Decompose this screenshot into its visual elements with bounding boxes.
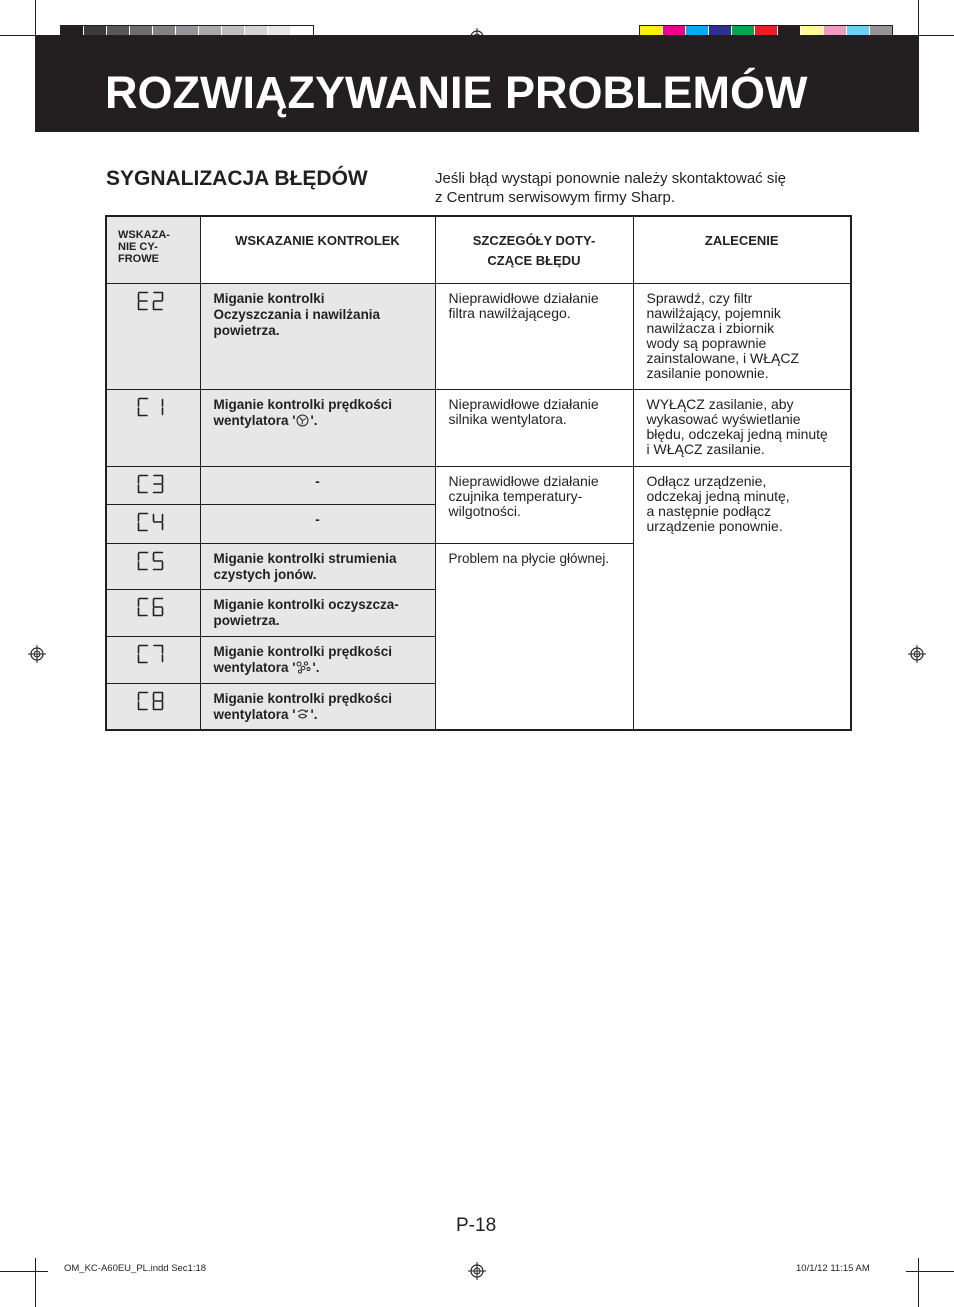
cell-line: błędu, odczekaj jedną minutę (646, 426, 828, 442)
registration-mark-icon (28, 645, 46, 663)
error-code-c6 (137, 597, 200, 617)
error-code-cell (106, 684, 200, 730)
remedy-cell (633, 467, 851, 730)
cell-line: zasilanie ponownie. (646, 365, 769, 381)
cell-line: Miganie kontrolki (213, 291, 325, 306)
segment-digit-5 (152, 551, 164, 571)
remedy-cell (633, 390, 851, 467)
error-code-cell (106, 590, 200, 637)
crop-mark (906, 1271, 954, 1272)
column-header-details (435, 216, 633, 284)
cell-line: zainstalowane, i WŁĄCZ (646, 350, 800, 366)
cell-line: Miganie kontrolki prędkości (213, 397, 393, 412)
column-header-code (106, 216, 200, 284)
page-title: ROZWIĄZYWANIE PROBLEMÓW (105, 67, 808, 118)
error-code-c3 (137, 474, 200, 494)
text-fragment: wentylatora ' (213, 660, 296, 675)
error-code-cell (106, 390, 200, 467)
cell-line (214, 413, 423, 429)
indicator-cell: - (200, 505, 435, 544)
details-cell (435, 544, 633, 730)
fan-speed-quiet-icon (296, 661, 311, 674)
indicator-cell (200, 590, 435, 637)
cell-line: Miganie kontrolki strumienia (213, 551, 397, 566)
cell-line: powietrza. (213, 613, 280, 628)
intro-line: Jeśli błąd wystąpi ponownie należy skontaktować się (435, 170, 787, 187)
error-table (105, 215, 852, 731)
cell-line: Oczyszczania i nawilżania (213, 307, 381, 322)
registration-mark-icon (468, 1262, 486, 1280)
segment-digit-c (137, 551, 149, 571)
indicator-cell: - (200, 467, 435, 505)
cell-line: czujnika temperatury- (448, 488, 583, 504)
column-header-indicator: WSKAZANIE KONTROLEK (200, 216, 435, 284)
table-row (106, 467, 851, 505)
error-code-c7 (137, 644, 200, 664)
cell-line: silnika wentylatora. (448, 411, 567, 427)
indicator-cell (200, 544, 435, 590)
intro-line: z Centrum serwisowym firmy Sharp. (435, 189, 676, 206)
text-fragment: '. (310, 707, 318, 722)
fan-speed-pollen-icon (296, 708, 309, 721)
text-fragment: '. (310, 413, 318, 428)
segment-digit-6 (152, 597, 164, 617)
table-row (106, 390, 851, 467)
page-number: P-18 (456, 1215, 497, 1236)
segment-digit-1 (152, 397, 164, 417)
text-fragment: '. (312, 660, 320, 675)
cell-line: a następnie podłącz (646, 503, 772, 519)
cell-line: wykasować wyświetlanie (646, 411, 801, 427)
column-header-remedy: ZALECENIE (633, 216, 851, 284)
cell-line (214, 660, 423, 676)
cell-line: czystych jonów. (213, 567, 317, 582)
error-code-cell (106, 284, 200, 390)
header-line: CZĄCE BŁĘDU (487, 253, 581, 268)
segment-digit-3 (152, 474, 164, 494)
details-cell (435, 284, 633, 390)
details-cell (435, 467, 633, 544)
fan-speed-auto-icon (296, 414, 309, 427)
cell-line: Nieprawidłowe działanie (448, 290, 599, 306)
header-line: SZCZEGÓŁY DOTY- (472, 233, 596, 248)
error-code-c1 (137, 397, 200, 417)
remedy-cell (633, 284, 851, 390)
error-code-cell (106, 544, 200, 590)
header-line: WSKAZA- (118, 229, 170, 241)
cell-line: urządzenie ponownie. (646, 518, 783, 534)
cell-line (214, 707, 423, 723)
cell-line: Problem na płycie głównej. (448, 551, 610, 566)
indicator-cell (200, 684, 435, 730)
cell-line: wody są poprawnie (646, 335, 767, 351)
segment-digit-c (137, 597, 149, 617)
registration-mark-icon (908, 645, 926, 663)
segment-digit-c (137, 512, 149, 532)
error-code-cell (106, 637, 200, 684)
cell-line: Nieprawidłowe działanie (448, 473, 599, 489)
crop-mark (0, 1271, 48, 1272)
indicator-cell (200, 637, 435, 684)
print-date: 10/1/12 11:15 AM (796, 1263, 870, 1274)
crop-mark (35, 1258, 36, 1307)
intro-text (435, 169, 855, 207)
cell-line: nawilżający, pojemnik (646, 305, 781, 321)
error-code-c8 (137, 691, 200, 711)
text-fragment: wentylatora ' (213, 413, 296, 428)
section-title: SYGNALIZACJA BŁĘDÓW (106, 167, 368, 190)
cell-line: odczekaj jedną minutę, (646, 488, 790, 504)
segment-digit-e (137, 291, 149, 311)
segment-digit-c (137, 474, 149, 494)
cell-line: Sprawdź, czy filtr (646, 290, 753, 306)
segment-digit-4 (152, 512, 164, 532)
error-code-c4 (137, 512, 200, 532)
text-fragment: wentylatora ' (213, 707, 296, 722)
cell-line: powietrza. (213, 323, 280, 338)
error-code-e2 (137, 291, 200, 311)
header-line: FROWE (118, 253, 159, 265)
error-code-cell (106, 505, 200, 544)
segment-digit-7 (152, 644, 164, 664)
segment-digit-2 (152, 291, 164, 311)
cell-line: filtra nawilżającego. (448, 305, 571, 321)
file-info: OM_KC-A60EU_PL.indd Sec1:18 (64, 1263, 207, 1274)
error-code-cell (106, 467, 200, 505)
segment-digit-c (137, 691, 149, 711)
cell-line: Miganie kontrolki prędkości (213, 644, 393, 659)
indicator-cell (200, 390, 435, 467)
crop-mark (918, 1258, 919, 1307)
error-code-c5 (137, 551, 200, 571)
details-cell (435, 390, 633, 467)
cell-line: i WŁĄCZ zasilanie. (646, 441, 765, 457)
cell-line: WYŁĄCZ zasilanie, aby (646, 396, 794, 412)
cell-line: wilgotności. (448, 503, 521, 519)
segment-digit-c (137, 644, 149, 664)
cell-line: nawilżacza i zbiornik (646, 320, 775, 336)
cell-line: Nieprawidłowe działanie (448, 396, 599, 412)
header-line: NIE CY- (118, 241, 158, 253)
segment-digit-c (137, 397, 149, 417)
table-header-row (106, 216, 851, 284)
segment-digit-8 (152, 691, 164, 711)
cell-line: Odłącz urządzenie, (646, 473, 767, 489)
indicator-cell (200, 284, 435, 390)
table-row (106, 284, 851, 390)
cell-line: Miganie kontrolki prędkości (213, 691, 393, 706)
cell-line: Miganie kontrolki oczyszcza- (213, 597, 399, 612)
